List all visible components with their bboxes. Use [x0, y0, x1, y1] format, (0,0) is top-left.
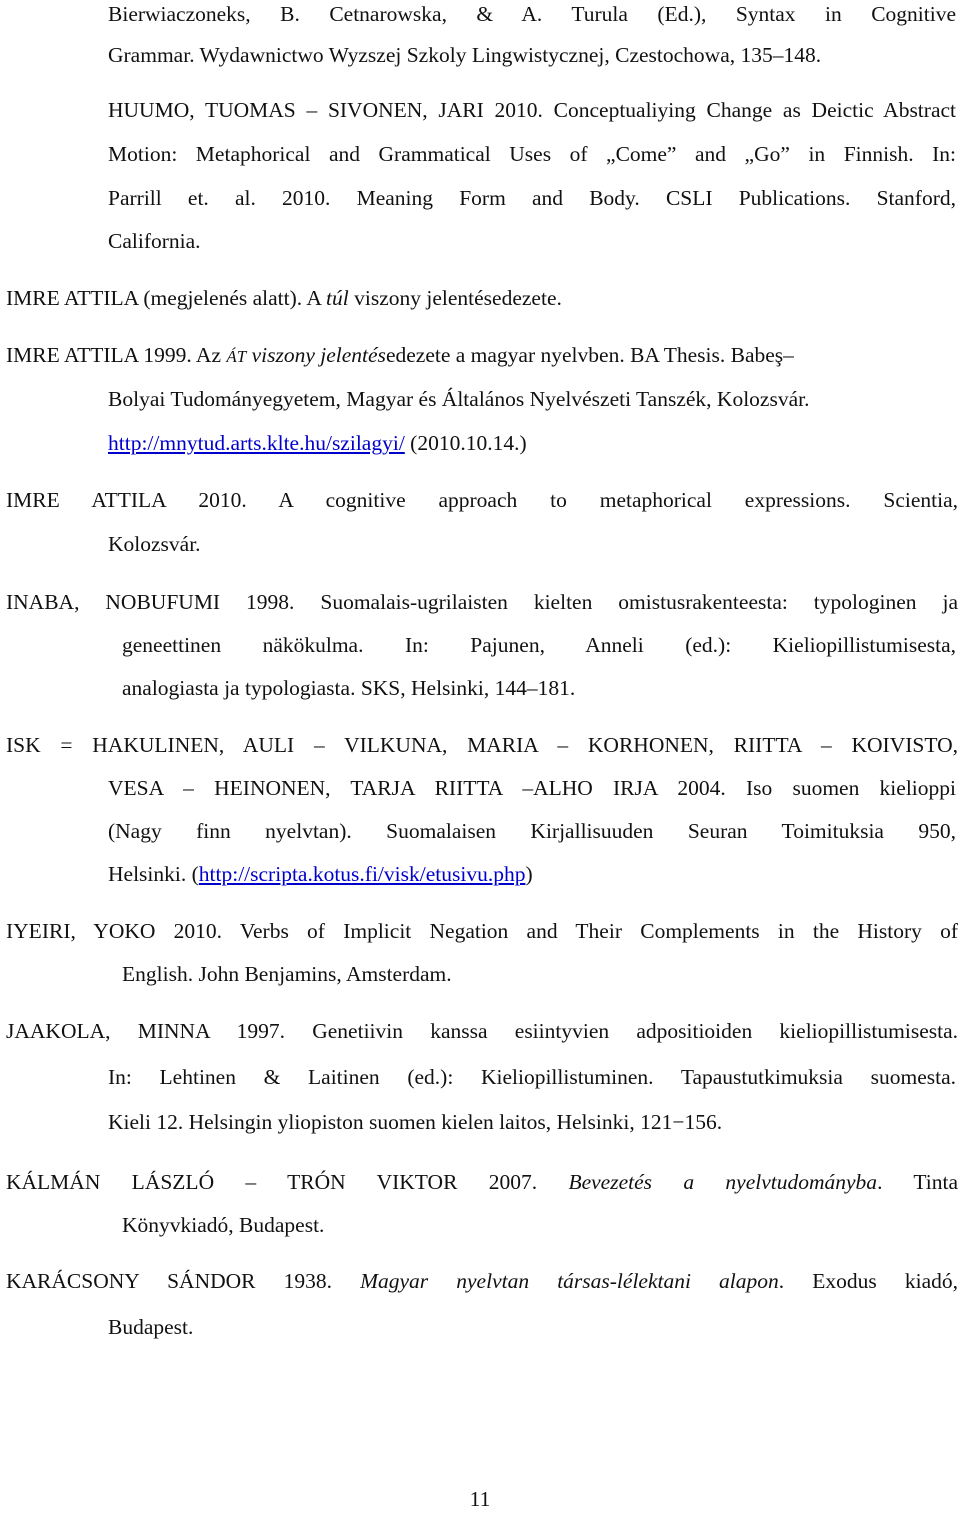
ref-isk-url-link[interactable]: http://scripta.kotus.fi/visk/etusivu.php — [198, 862, 526, 886]
ref-imre-2010-line-2: Kolozsvár. — [108, 532, 201, 556]
ref-imre-forthcoming-text-end: viszony jelentésedezete. — [348, 286, 562, 310]
ref-inaba-line-3: analogiasta ja typologiasta. SKS, Helsinki, 144–181. — [122, 676, 576, 700]
ref-huumo-line-2: Motion: Metaphorical and Grammatical Uses of „Come” and „Go” in Finnish. In: — [108, 142, 956, 166]
ref-imre-1999-italic: viszony jelentés — [246, 343, 386, 367]
ref-isk-line-2: VESA – HEINONEN, TARJA RIITTA –ALHO IRJA 2004. Iso suomen kielioppi — [108, 776, 956, 800]
ref-karacsony-italic: Magyar nyelvtan társas-lélektani alapon — [360, 1269, 779, 1293]
ref-huumo-line-3: Parrill et. al. 2010. Meaning Form and Body. CSLI Publications. Stanford, — [108, 186, 956, 210]
ref-kalman-text: KÁLMÁN LÁSZLÓ – TRÓN VIKTOR 2007. — [6, 1170, 569, 1194]
ref-iyeiri-line-2: English. John Benjamins, Amsterdam. — [122, 962, 452, 986]
ref-jaakola-line-3: Kieli 12. Helsingin yliopiston suomen kielen laitos, Helsinki, 121−156. — [108, 1110, 723, 1134]
ref-iyeiri-line-1: IYEIRI, YOKO 2010. Verbs of Implicit Negation and Their Complements in the History of — [6, 919, 958, 943]
ref-huumo-line-4: California. — [108, 229, 201, 253]
ref-isk-line-1: ISK = HAKULINEN, AULI – VILKUNA, MARIA – KORHONEN, RIITTA – KOIVISTO, — [6, 733, 958, 757]
ref-isk-text: Helsinki. ( — [108, 862, 199, 886]
ref-isk-line-3: (Nagy finn nyelvtan). Suomalaisen Kirjallisuuden Seuran Toimituksia 950, — [108, 819, 956, 843]
ref-imre-forthcoming-italic: túl — [326, 286, 349, 310]
ref-jaakola-line-2: In: Lehtinen & Laitinen (ed.): Kieliopillistuminen. Tapaustutkimuksia suomesta. — [108, 1065, 956, 1089]
ref-karacsony-text: KARÁCSONY SÁNDOR 1938. — [6, 1269, 361, 1293]
ref-karacsony-text-end: . Exodus kiadó, — [778, 1269, 959, 1293]
ref-imre-1999-accessed: (2010.10.14.) — [404, 431, 527, 455]
ref-bierwiaczonek-line-1: Bierwiaczoneks, B. Cetnarowska, & A. Turula (Ed.), Syntax in Cognitive — [108, 2, 956, 26]
ref-imre-1999-text: IMRE ATTILA 1999. Az — [6, 343, 227, 367]
ref-bierwiaczonek-line-2: Grammar. Wydawnictwo Wyzszej Szkoly Lingwistycznej, Czestochowa, 135–148. — [108, 43, 822, 67]
ref-karacsony-line-2: Budapest. — [108, 1315, 194, 1339]
ref-isk-text-end: ) — [525, 862, 533, 886]
ref-imre-forthcoming-text: IMRE ATTILA (megjelenés alatt). A — [6, 286, 327, 310]
ref-karacsony-line-1 — [6, 1267, 958, 1295]
ref-imre-1999-smallcaps: ÁT — [226, 347, 247, 366]
ref-inaba-line-2: geneettinen näkökulma. In: Pajunen, Anneli (ed.): Kieliopillistumisesta, — [122, 633, 956, 657]
page-number: 11 — [469, 1487, 491, 1511]
ref-imre-2010-line-1: IMRE ATTILA 2010. A cognitive approach to metaphorical expressions. Scientia, — [6, 488, 958, 512]
ref-imre-1999-line-1 — [6, 341, 794, 371]
ref-jaakola-line-1: JAAKOLA, MINNA 1997. Genetiivin kanssa esiintyvien adpositioiden kieliopillistumisesta. — [6, 1019, 958, 1043]
ref-kalman-text-end: . Tinta — [877, 1170, 958, 1194]
ref-imre-forthcoming — [6, 284, 562, 312]
ref-inaba-line-1: INABA, NOBUFUMI 1998. Suomalais-ugrilaisten kielten omistusrakenteesta: typologinen ja — [6, 590, 958, 614]
ref-kalman-italic: Bevezetés a nyelvtudományba — [568, 1170, 878, 1194]
ref-kalman-line-1 — [6, 1168, 958, 1196]
ref-imre-1999-url-link[interactable]: http://mnytud.arts.klte.hu/szilagyi/ — [108, 431, 405, 455]
ref-imre-1999-line-2: Bolyai Tudományegyetem, Magyar és Általános Nyelvészeti Tanszék, Kolozsvár. — [108, 387, 810, 411]
ref-isk-line-4 — [108, 860, 956, 888]
ref-imre-1999-text-end: edezete a magyar nyelvben. BA Thesis. Babeş– — [385, 343, 794, 367]
ref-imre-1999-line-3 — [108, 429, 956, 457]
ref-kalman-line-2: Könyvkiadó, Budapest. — [122, 1213, 325, 1237]
ref-huumo-line-1: HUUMO, TUOMAS – SIVONEN, JARI 2010. Conceptualiying Change as Deictic Abstract — [108, 98, 956, 122]
